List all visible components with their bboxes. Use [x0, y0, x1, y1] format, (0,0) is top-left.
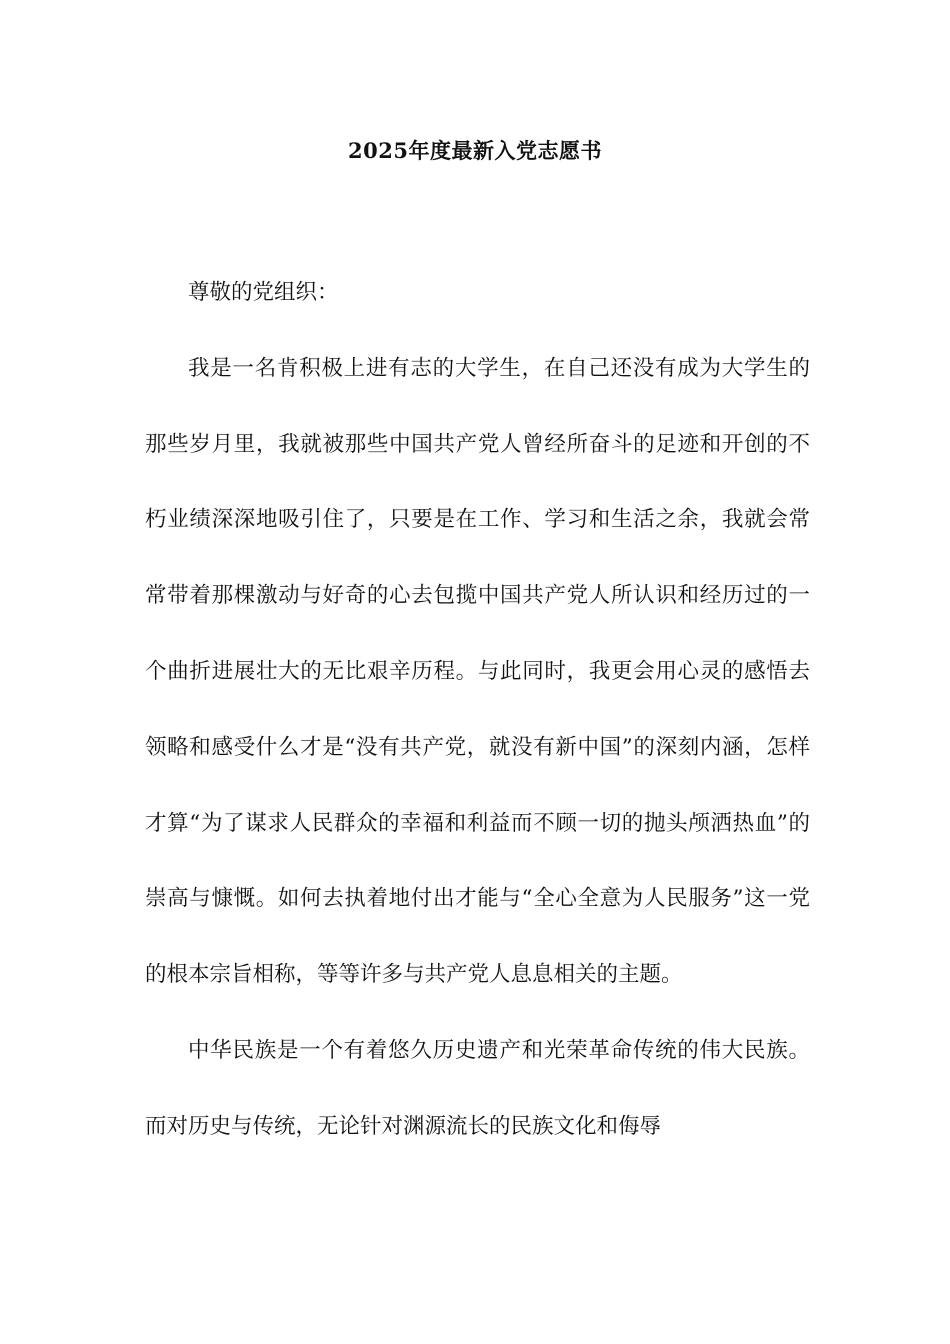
document-title: 2025年度最新入党志愿书 [348, 138, 602, 163]
paragraph-2: 中华民族是一个有着悠久历史遗产和光荣革命传统的伟大民族。而对历史与传统，无论针对渊源流长的民族文化和侮辱 [145, 1037, 810, 1139]
paragraph-1: 我是一名肯积极上进有志的大学生，在自己还没有成为大学生的那些岁月里，我就被那些中国共产党人曾经所奋斗的足迹和开创的不朽业绩深深地吸引住了，只要是在工作、学习和生活之余，我就会常常带着那棵激动与好奇的心去包揽中国共产党人所认识和经历过的一个曲折进展壮大的无比艰辛历程。与此同时，我更会用心灵的感悟去领略和感受什么才是“没有共产党，就没有新中国”的深刻内涵，怎样才算“为了谋求人民群众的幸福和利益而不顾一切的抛头颅洒热血”的崇高与慷慨。如何去执着地付出才能与“全心全意为人民服务”这一党的根本宗旨相称，等等许多与共产党人息息相关的主题。 [145, 355, 810, 988]
document-body [145, 255, 810, 1165]
salutation: 尊敬的党组织： [188, 280, 339, 305]
